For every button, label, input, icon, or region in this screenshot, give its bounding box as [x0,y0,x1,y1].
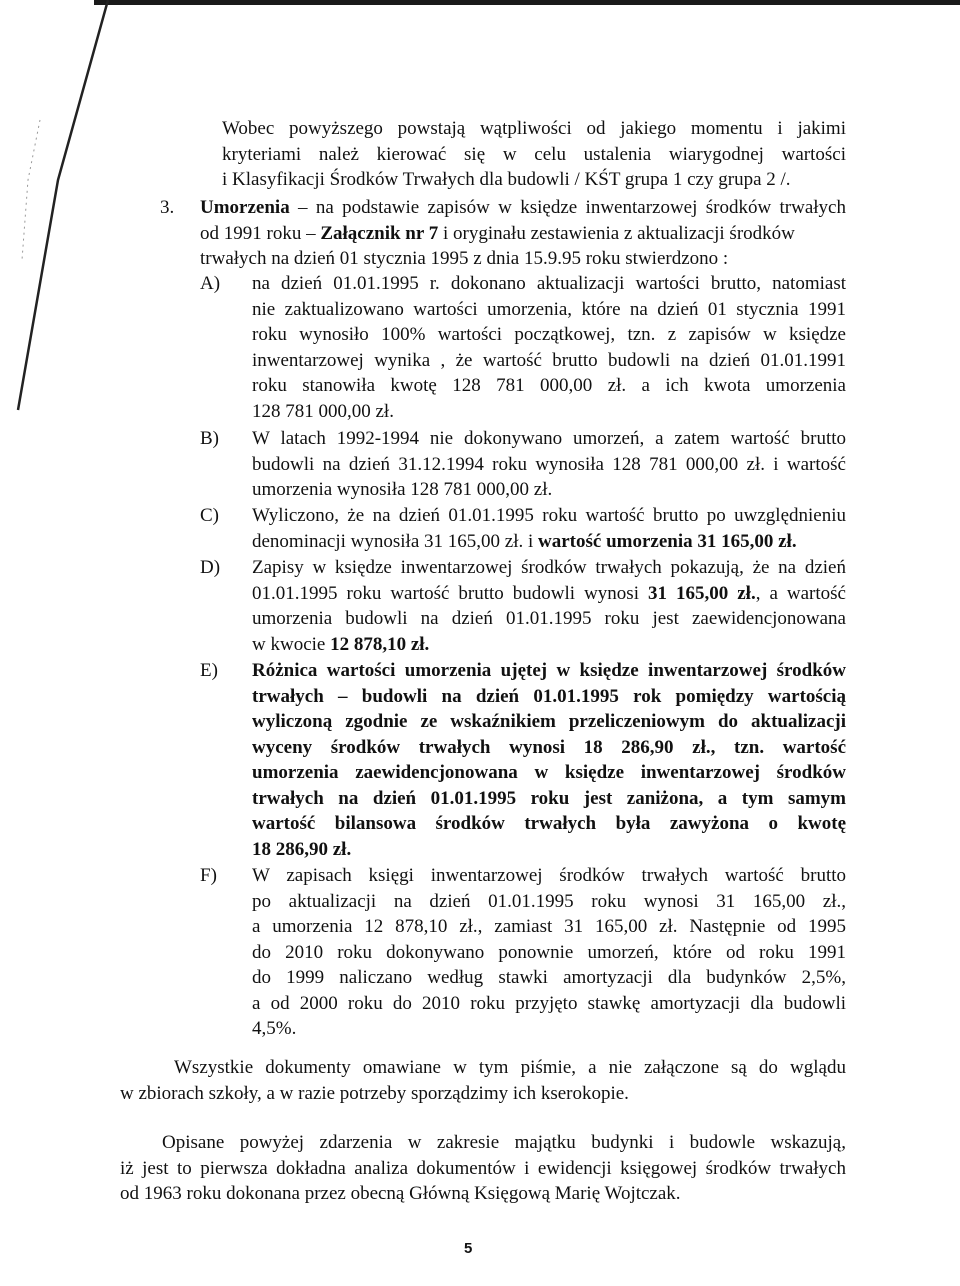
item-marker: A) [200,273,221,294]
item-marker: B) [200,428,219,449]
bold-text: Umorzenia [200,197,290,218]
bold-text: Załącznik nr 7 [320,222,439,244]
item-b [252,426,846,503]
text-line: a umorzenia 12 878,10 zł., zamiast 31 165,00 zł. Następnie od 1995 [252,916,846,937]
text-line: Wszystkie dokumenty omawiane w tym piśmie, a nie załączone są do wglądu [174,1057,846,1078]
text-line: od 1963 roku dokonana przez obecną Główną Księgową Marię Wojtczak. [120,1183,681,1204]
text-line: inwentarzowej wynika , że wartość brutto budowli na dzień 01.01.1991 [252,349,846,371]
text-line: Różnica wartości umorzenia ujętej w księdze inwentarzowej środków [252,660,846,681]
text-line: kryteriami należ kierować się w celu ustalenia wiarygodnej wartości [222,143,846,165]
item-d [252,555,846,657]
text-line: wyceny środków trwałych wynosi 18 286,90 zł., tzn. wartość [252,736,846,758]
text-line: trwałych na dzień 01.01.1995 roku jest zaniżona, a tym samym [252,787,846,809]
text-line: i Klasyfikacji Środków Trwałych dla budowli / KŚT grupa 1 czy grupa 2 /. [222,169,791,190]
item-c [252,503,846,554]
text-line: w kwocie 12 878,10 zł. [252,633,430,655]
section-number: 3. [160,197,175,218]
text-line: denominacji wynosiła 31 165,00 zł. i wartość umorzenia 31 165,00 zł. [252,530,797,552]
text-line: do 2010 roku dokonywano ponownie umorzeń, które od roku 1991 [252,941,846,963]
text-line: Zapisy w księdze inwentarzowej środków trwałych pokazują, że na dzień [252,557,846,578]
text-line: po aktualizacji na dzień 01.01.1995 roku wynosi 31 165,00 zł., [252,890,846,912]
text-line: a od 2000 roku do 2010 roku przyjęto stawkę amortyzacji dla budowli [252,992,846,1014]
text-line: trwałych – budowli na dzień 01.01.1995 rok pomiędzy wartością [252,685,846,707]
item-f [252,863,846,1042]
text-line: do 1999 naliczano według stawki amortyzacji dla budynków 2,5%, [252,967,846,988]
text-line: nie zaktualizowano wartości umorzenia, które na dzień 01 stycznia 1991 [252,298,846,320]
text-line: umorzenia budowli na dzień 01.01.1995 roku jest zaewidencjonowana [252,608,846,629]
text-line: W zapisach księgi inwentarzowej środków trwałych wartość brutto [252,865,846,886]
item-marker: D) [200,557,221,578]
text-line: W latach 1992-1994 nie dokonywano umorzeń, a zatem wartość brutto [252,428,846,449]
item-marker: C) [200,505,219,526]
text-line: Wyliczono, że na dzień 01.01.1995 roku wartość brutto po uwzględnieniu [252,505,846,526]
text-line: roku stanowiła kwotę 128 781 000,00 zł. a ich kwota umorzenia [252,375,846,396]
text-line: roku wynosiło 100% wartości początkowej, tzn. z zapisów w księdze [252,324,846,345]
text-line: trwałych na dzień 01 stycznia 1995 z dnia 15.9.95 roku stwierdzono : [200,248,729,269]
text-line: od 1991 roku – Załącznik nr 7 i oryginału zestawienia z aktualizacji środków [200,222,795,244]
bold-text: wartość umorzenia 31 165,00 zł. [538,530,797,552]
text-line: 18 286,90 zł. [252,838,352,860]
text-line: Umorzenia – na podstawie zapisów w księdze inwentarzowej środków trwałych [200,197,846,218]
text-line: budowli na dzień 31.12.1994 roku wynosiła 128 781 000,00 zł. i wartość [252,453,846,475]
text-line: umorzenia zaewidencjonowana w księdze inwentarzowej środków [252,762,846,783]
text-line: umorzenia wynosiła 128 781 000,00 zł. [252,479,553,500]
bold-text: 31 165,00 zł. [647,582,756,604]
text-line: wyliczoną zgodnie ze wskaźnikiem przeliczeniowym do aktualizacji [252,711,846,732]
closing-paragraph-2 [120,1130,846,1207]
intro-paragraph [222,116,846,193]
section-3-heading [200,195,846,272]
scan-edge-left [0,0,140,420]
text-line: iż jest to pierwsza dokładna analiza dokumentów i ewidencji księgowej środków trwałych [120,1157,846,1179]
item-marker: E) [200,660,218,681]
text-line: 128 781 000,00 zł. [252,400,394,422]
closing-paragraph-1 [120,1055,846,1106]
text-line: Opisane powyżej zdarzenia w zakresie majątku budynki i budowle wskazują, [162,1132,846,1153]
text-line: 01.01.1995 roku wartość brutto budowli wynosi 31 165,00 zł., a wartość [252,582,846,604]
item-marker: F) [200,865,217,886]
page-number: 5 [464,1240,473,1257]
item-a [252,271,846,424]
text-line: na dzień 01.01.1995 r. dokonano aktualizacji wartości brutto, natomiast [252,273,846,294]
text-line: w zbiorach szkoły, a w razie potrzeby sporządzimy ich kserokopie. [120,1082,629,1104]
item-e [252,658,846,862]
text-line: 4,5%. [252,1018,297,1039]
text-line: wartość bilansowa środków trwałych była zawyżona o kwotę [252,813,846,834]
text-line: Wobec powyższego powstają wątpliwości od jakiego momentu i jakimi [222,118,846,139]
scan-edge-top [94,0,960,5]
bold-text: 12 878,10 zł. [330,633,430,655]
